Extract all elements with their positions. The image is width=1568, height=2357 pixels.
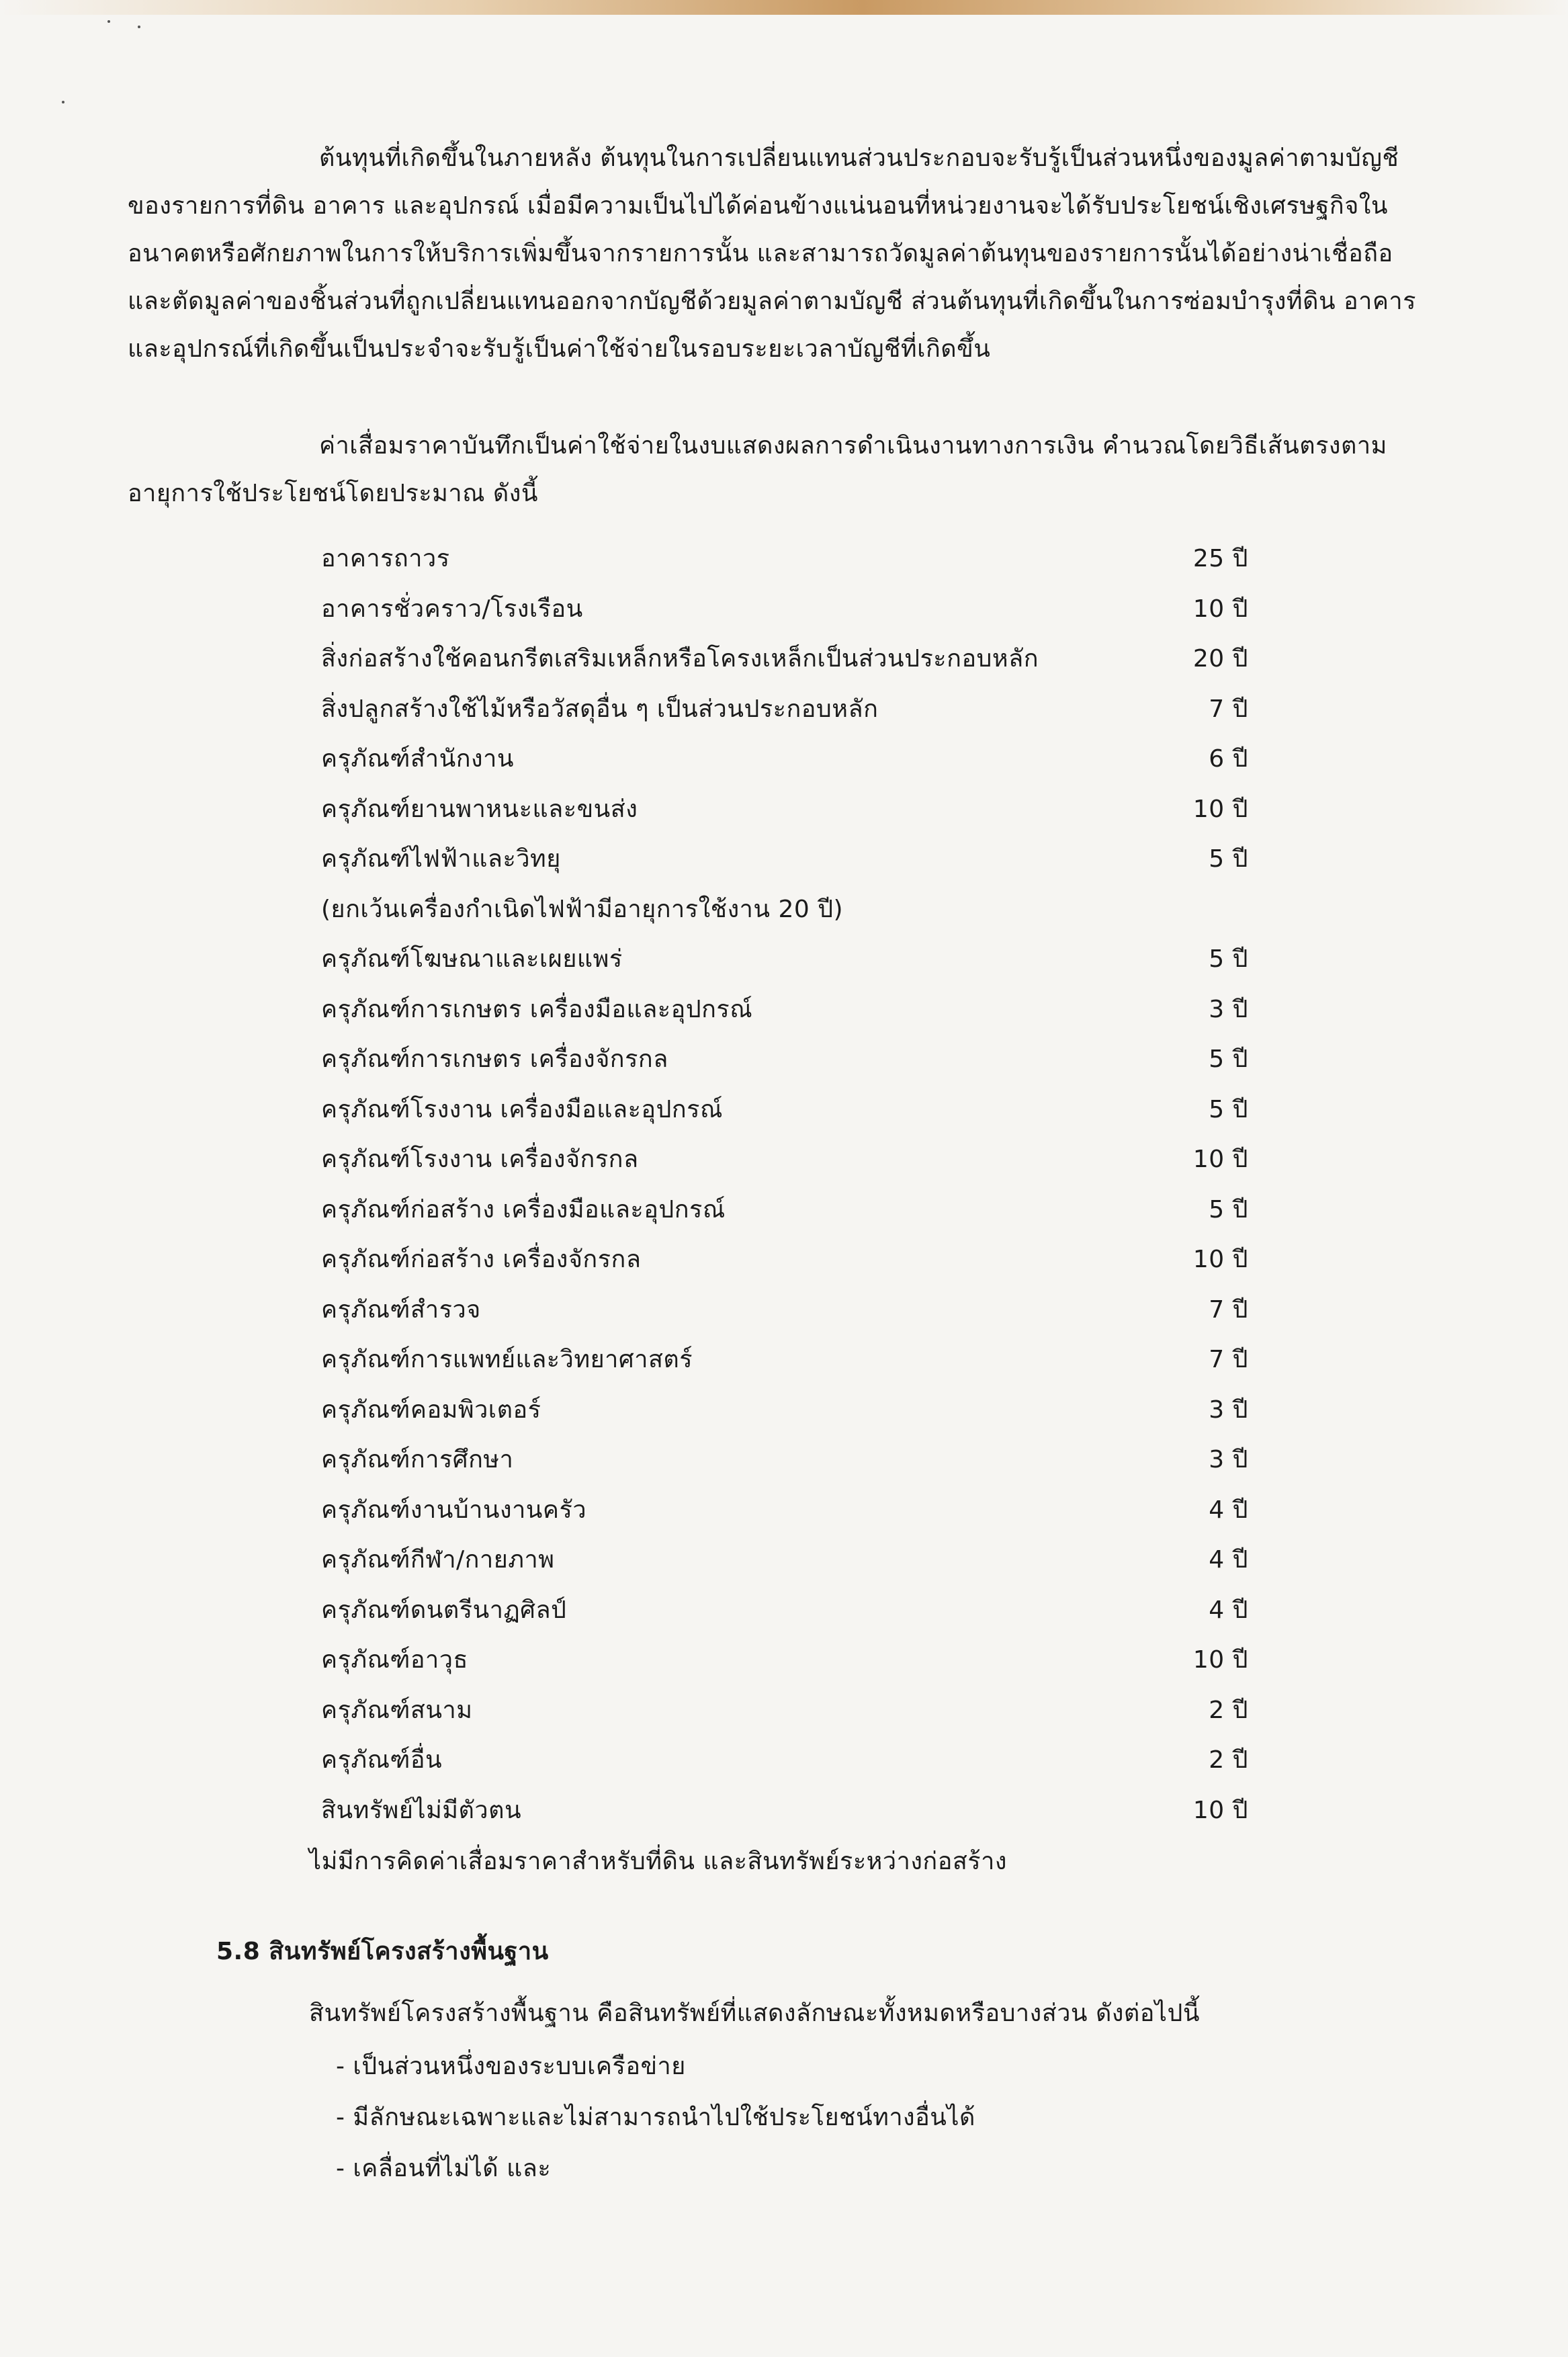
bullet-item: - เป็นส่วนหนึ่งของระบบเครือข่าย [336,2053,686,2080]
asset-type-label: ครุภัณฑ์สนาม [321,1696,473,1724]
asset-type-label: สิ่งปลูกสร้างใช้ไม้หรือวัสดุอื่น ๆ เป็นส่วนประกอบหลัก [321,695,879,723]
list-item [321,1435,1248,1486]
list-item [321,1486,1248,1536]
list-item [321,534,1248,585]
asset-type-label: ครุภัณฑ์การศึกษา [321,1446,514,1473]
scan-speck [62,101,64,103]
section-intro: สินทรัพย์โครงสร้างพื้นฐาน คือสินทรัพย์ที่แสดงลักษณะทั้งหมดหรือบางส่วน ดังต่อไปนี้ [309,2000,1200,2027]
useful-life-value: 4 ปี [1209,1546,1248,1574]
useful-life-value: 2 ปี [1209,1696,1248,1724]
useful-life-value: 25 ปี [1192,545,1248,572]
useful-life-value: 5 ปี [1209,845,1248,873]
scan-speck [138,26,140,28]
asset-type-label: ครุภัณฑ์อื่น [321,1746,443,1774]
list-item [321,1035,1248,1085]
asset-type-label: ครุภัณฑ์ก่อสร้าง เครื่องมือและอุปกรณ์ [321,1195,726,1224]
characteristics-list [336,2041,975,2194]
list-item [321,634,1248,685]
list-item [321,1335,1248,1385]
list-item [321,1686,1248,1736]
asset-type-label: ครุภัณฑ์ไฟฟ้าและวิทยุ [321,845,561,873]
useful-life-value: 3 ปี [1209,995,1248,1023]
list-item [321,585,1248,635]
list-item [321,885,1248,935]
asset-type-label: ครุภัณฑ์สำรวจ [321,1295,481,1324]
asset-type-label: สิ่งก่อสร้างใช้คอนกรีตเสริมเหล็กหรือโครงเหล็กเป็นส่วนประกอบหลัก [321,645,1039,673]
list-item [321,734,1248,785]
useful-life-value: 2 ปี [1209,1746,1248,1774]
scan-speck [107,20,110,23]
asset-type-label: อาคารชั่วคราว/โรงเรือน [321,595,583,623]
asset-type-label: ครุภัณฑ์สำนักงาน [321,745,514,773]
useful-life-value: 3 ปี [1209,1396,1248,1424]
bullet-item: - เคลื่อนที่ไม่ได้ และ [336,2155,552,2182]
useful-life-value: 10 ปี [1192,1146,1248,1173]
page-top-edge [0,0,1568,15]
asset-type-label: ครุภัณฑ์โฆษณาและเผยแพร่ [321,945,623,973]
asset-type-label: ครุภัณฑ์กีฬา/กายภาพ [321,1546,555,1574]
list-item [321,834,1248,885]
asset-type-label: สินทรัพย์ไม่มีตัวตน [321,1796,522,1824]
list-item [321,1586,1248,1636]
useful-life-value: 4 ปี [1209,1596,1248,1624]
list-item [321,1786,1248,1836]
list-item [321,1635,1248,1686]
useful-life-value: 7 ปี [1209,1295,1248,1324]
useful-life-value: 6 ปี [1209,745,1248,773]
asset-type-label: ครุภัณฑ์คอมพิวเตอร์ [321,1396,541,1424]
list-item [321,785,1248,835]
list-item [321,1235,1248,1285]
bullet-item: - มีลักษณะเฉพาะและไม่สามารถนำไปใช้ประโยชน์ทางอื่นได้ [336,2104,975,2131]
paragraph-text: ค่าเสื่อมราคาบันทึกเป็นค่าใช้จ่ายในงบแสดงผลการดำเนินงานทางการเงิน คำนวณโดยวิธีเส้นตรงตามอายุการใช้ประโยชน์โดยประมาณ ดังนี้ [128,432,1387,507]
list-item [321,1385,1248,1436]
asset-type-label: ครุภัณฑ์อาวุธ [321,1646,468,1674]
asset-type-label: อาคารถาวร [321,545,450,572]
no-depreciation-note: ไม่มีการคิดค่าเสื่อมราคาสำหรับที่ดิน และสินทรัพย์ระหว่างก่อสร้าง [309,1848,1007,1875]
list-item [321,985,1248,1035]
useful-life-value: 10 ปี [1192,1646,1248,1674]
section-title: 5.8 สินทรัพย์โครงสร้างพื้นฐาน [216,1938,549,1965]
asset-type-label: ครุภัณฑ์การแพทย์และวิทยาศาสตร์ [321,1346,693,1373]
asset-type-label: ครุภัณฑ์โรงงาน เครื่องมือและอุปกรณ์ [321,1095,723,1123]
useful-life-value: 3 ปี [1209,1446,1248,1473]
useful-life-value: 5 ปี [1209,1095,1248,1123]
asset-type-label: ครุภัณฑ์ดนตรีนาฏศิลป์ [321,1596,567,1624]
asset-type-label: ครุภัณฑ์การเกษตร เครื่องมือและอุปกรณ์ [321,995,753,1023]
depreciation-intro-paragraph [128,422,1424,517]
paragraph-text: ต้นทุนที่เกิดขึ้นในภายหลัง ต้นทุนในการเปลี่ยนแทนส่วนประกอบจะรับรู้เป็นส่วนหนึ่งของมูลค่าตามบัญชีของรายการที่ดิน อาคาร และอุปกรณ์ เมื่อมีความเป็นไปได้ค่อนข้างแน่นอนที่หน่วยงานจะได้รับประโยชน์เชิงเศรษฐกิจในอนาคตหรือศักยภาพในการให้บริการเพิ่มขึ้นจากรายการนั้น และสามารถวัดมูลค่าต้นทุนของรายการนั้นได้อย่างน่าเชื่อถือ และตัดมูลค่าของชิ้นส่วนที่ถูกเปลี่ยนแทนออกจากบัญชีด้วยมูลค่าตามบัญชี ส่วนต้นทุนที่เกิดขึ้นในการซ่อมบำรุงที่ดิน อาคาร และอุปกรณ์ที่เกิดขึ้นเป็นประจำจะรับรู้เป็นค่าใช้จ่ายในรอบระยะเวลาบัญชีที่เกิดขึ้น [128,144,1416,363]
list-item [321,1085,1248,1135]
useful-life-value: 5 ปี [1209,945,1248,973]
asset-type-label: ครุภัณฑ์การเกษตร เครื่องจักรกล [321,1045,668,1073]
useful-life-value: 5 ปี [1209,1195,1248,1224]
useful-life-list [321,534,1248,1836]
useful-life-value: 20 ปี [1192,645,1248,673]
asset-type-label: ครุภัณฑ์ยานพาหนะและขนส่ง [321,795,638,823]
list-item [321,935,1248,985]
useful-life-value: 10 ปี [1192,595,1248,623]
asset-type-label: ครุภัณฑ์ก่อสร้าง เครื่องจักรกล [321,1246,642,1273]
useful-life-value: 7 ปี [1209,1346,1248,1373]
list-item [321,1735,1248,1786]
list-item [321,1285,1248,1336]
asset-type-label: (ยกเว้นเครื่องกำเนิดไฟฟ้ามีอายุการใช้งาน 20 ปี) [321,895,844,923]
asset-type-label: ครุภัณฑ์โรงงาน เครื่องจักรกล [321,1146,639,1173]
list-item [321,1135,1248,1185]
useful-life-value: 5 ปี [1209,1045,1248,1073]
list-item [321,1535,1248,1586]
subsequent-cost-paragraph [128,134,1424,373]
list-item [321,1185,1248,1236]
list-item [321,685,1248,735]
asset-type-label: ครุภัณฑ์งานบ้านงานครัว [321,1496,587,1524]
useful-life-value: 7 ปี [1209,695,1248,723]
useful-life-value: 10 ปี [1192,795,1248,823]
useful-life-value: 4 ปี [1209,1496,1248,1524]
useful-life-value: 10 ปี [1192,1246,1248,1273]
useful-life-value: 10 ปี [1192,1796,1248,1824]
